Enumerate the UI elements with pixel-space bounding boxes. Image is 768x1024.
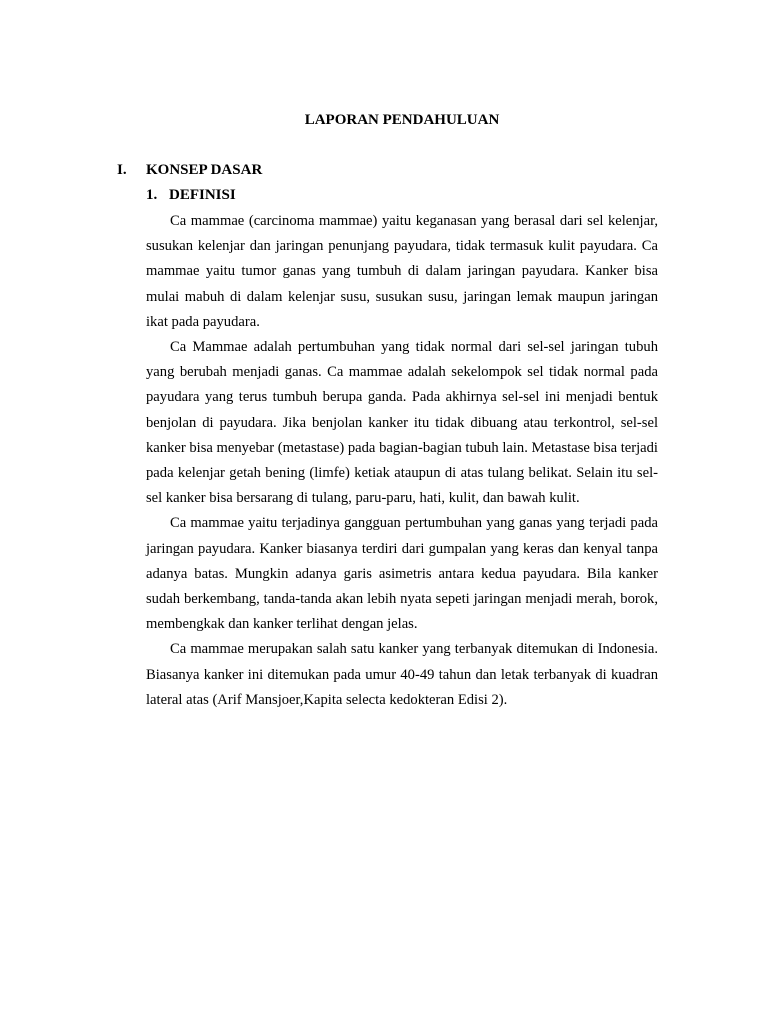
subsection-heading [146,185,236,205]
document-title: LAPORAN PENDAHULUAN [304,112,500,128]
paragraph-4: Ca mammae merupakan salah satu kanker yang terbanyak ditemukan di Indonesia. Biasanya kanker ini ditemukan pada umur 40-49 tahun dan letak terbanyak di kuadran lateral atas (Arif Mansjoer,Kapita selecta kedokteran Edisi 2). [146,641,658,708]
subsection-title: DEFINISI [169,187,236,203]
paragraph-3: Ca mammae yaitu terjadinya gangguan pertumbuhan yang ganas yang terjadi pada jaringan payudara. Kanker biasanya terdiri dari gumpalan yang keras dan kenyal tanpa adanya batas. Mungkin adanya garis asimetris antara kedua payudara. Bila kanker sudah berkembang, tanda-tanda akan lebih nyata sepeti jaringan menjadi merah, borok, membengkak dan kanker terlihat dengan jelas. [146,515,658,633]
paragraph-2: Ca Mammae adalah pertumbuhan yang tidak normal dari sel-sel jaringan tubuh yang berubah menjadi ganas. Ca mammae adalah sekelompok sel tidak normal pada payudara yang terus tumbuh berupa ganda. Pada akhirnya sel-sel ini menjadi bentuk benjolan di payudara. Jika benjolan kanker itu tidak dibuang atau terkontrol, sel-sel kanker bisa menyebar (metastase) pada bagian-bagian tubuh lain. Metastase bisa terjadi pada kelenjar getah bening (limfe) ketiak ataupun di atas tulang belikat. Selain itu sel-sel kanker bisa bersarang di tulang, paru-paru, hati, kulit, dan bawah kulit. [146,339,658,507]
paragraph-1: Ca mammae (carcinoma mammae) yaitu keganasan yang berasal dari sel kelenjar, susukan kelenjar dan jaringan penunjang payudara, tidak termasuk kulit payudara. Ca mammae yaitu tumor ganas yang tumbuh di dalam jaringan payudara. Kanker bisa mulai mabuh di dalam kelenjar susu, susukan susu, jaringan lemak maupun jaringan ikat pada payudara. [146,213,658,330]
section-title: KONSEP DASAR [146,162,263,178]
section-heading [117,160,262,180]
subsection-number: 1. [146,187,158,203]
section-number: I. [117,162,127,178]
definition-body [146,209,658,713]
